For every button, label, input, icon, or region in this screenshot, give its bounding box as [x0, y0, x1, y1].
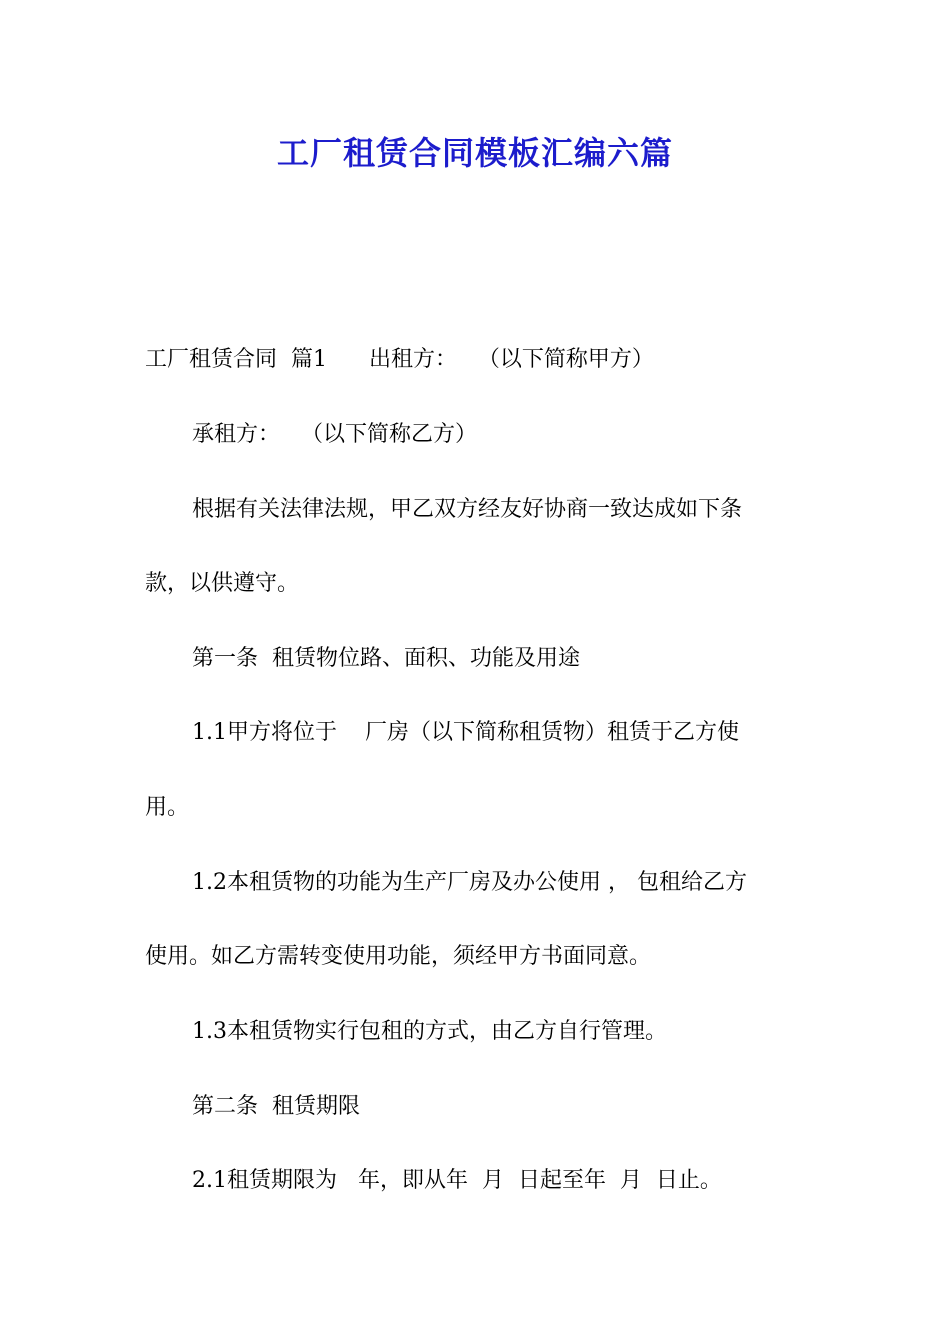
preamble-line-1: 根据有关法律法规，甲乙双方经友好协商一致达成如下条	[192, 497, 743, 522]
lessee-line: 承租方： （以下简称乙方）	[192, 422, 477, 447]
clause-1-1-line-1: 1.1甲方将位于 厂房（以下简称租赁物）租赁于乙方使	[192, 720, 739, 745]
preamble-line-2: 款，以供遵守。	[145, 571, 300, 596]
clause-2-1: 2.1租赁期限为 年，即从年 月 日起至年 月 日止。	[192, 1168, 722, 1193]
article-1-heading: 第一条 租赁物位路、面积、功能及用途	[192, 646, 580, 671]
article-2-heading: 第二条 租赁期限	[192, 1094, 360, 1119]
clause-1-3: 1.3本租赁物实行包租的方式，由乙方自行管理。	[192, 1019, 667, 1044]
contract-heading-line: 工厂租赁合同 篇1 出租方： （以下简称甲方）	[145, 347, 654, 372]
clause-1-2-line-1: 1.2本租赁物的功能为生产厂房及办公使用 ， 包租给乙方	[192, 870, 747, 895]
clause-1-1-line-2: 用。	[145, 795, 190, 820]
clause-1-2-line-2: 使用。如乙方需转变使用功能，须经甲方书面同意。	[145, 944, 652, 969]
document-title: 工厂租赁合同模板汇编六篇	[276, 134, 673, 172]
